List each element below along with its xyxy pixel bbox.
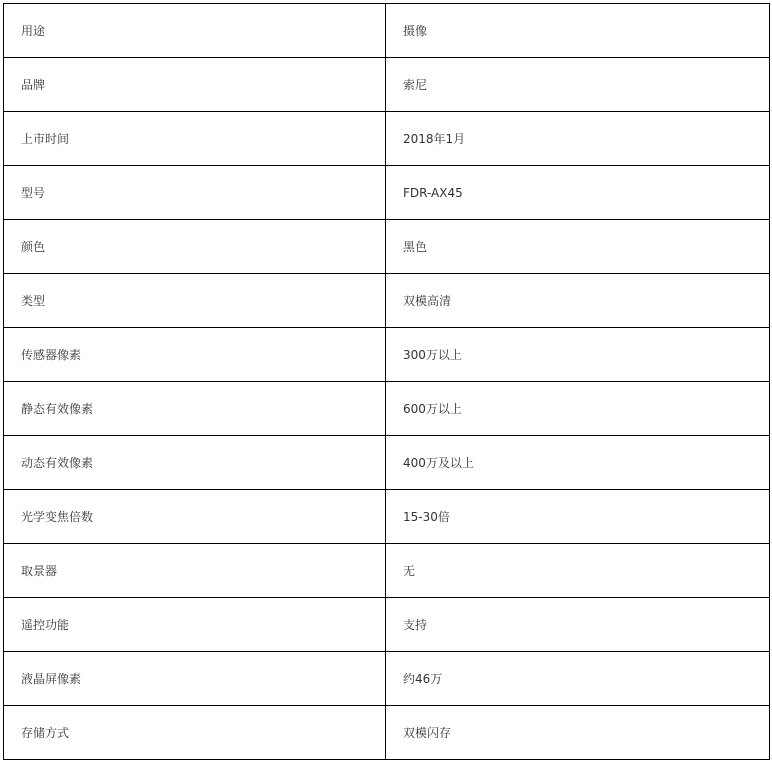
table-row <box>4 382 770 436</box>
table-row <box>4 598 770 652</box>
spec-label: 液晶屏像素 <box>4 652 386 706</box>
table-row <box>4 112 770 166</box>
spec-table-body <box>4 4 770 760</box>
table-row <box>4 4 770 58</box>
spec-value: 300万以上 <box>386 328 770 382</box>
spec-table <box>3 3 770 760</box>
spec-label: 传感器像素 <box>4 328 386 382</box>
spec-value: 摄像 <box>386 4 770 58</box>
spec-value: 索尼 <box>386 58 770 112</box>
spec-value: 无 <box>386 544 770 598</box>
spec-value: 400万及以上 <box>386 436 770 490</box>
spec-value: 支持 <box>386 598 770 652</box>
spec-value: FDR-AX45 <box>386 166 770 220</box>
table-row <box>4 490 770 544</box>
spec-value: 2018年1月 <box>386 112 770 166</box>
spec-label: 用途 <box>4 4 386 58</box>
spec-label: 动态有效像素 <box>4 436 386 490</box>
table-row <box>4 706 770 760</box>
spec-label: 品牌 <box>4 58 386 112</box>
spec-label: 取景器 <box>4 544 386 598</box>
table-row <box>4 220 770 274</box>
spec-label: 存储方式 <box>4 706 386 760</box>
spec-label: 颜色 <box>4 220 386 274</box>
table-row <box>4 328 770 382</box>
spec-value: 15-30倍 <box>386 490 770 544</box>
spec-label: 静态有效像素 <box>4 382 386 436</box>
spec-label: 类型 <box>4 274 386 328</box>
spec-value: 黑色 <box>386 220 770 274</box>
spec-value: 600万以上 <box>386 382 770 436</box>
table-row <box>4 652 770 706</box>
spec-value: 约46万 <box>386 652 770 706</box>
table-row <box>4 436 770 490</box>
spec-value: 双模高清 <box>386 274 770 328</box>
spec-label: 型号 <box>4 166 386 220</box>
spec-label: 上市时间 <box>4 112 386 166</box>
table-row <box>4 166 770 220</box>
spec-label: 光学变焦倍数 <box>4 490 386 544</box>
table-row <box>4 274 770 328</box>
table-row <box>4 58 770 112</box>
spec-value: 双模闪存 <box>386 706 770 760</box>
spec-label: 遥控功能 <box>4 598 386 652</box>
table-row <box>4 544 770 598</box>
